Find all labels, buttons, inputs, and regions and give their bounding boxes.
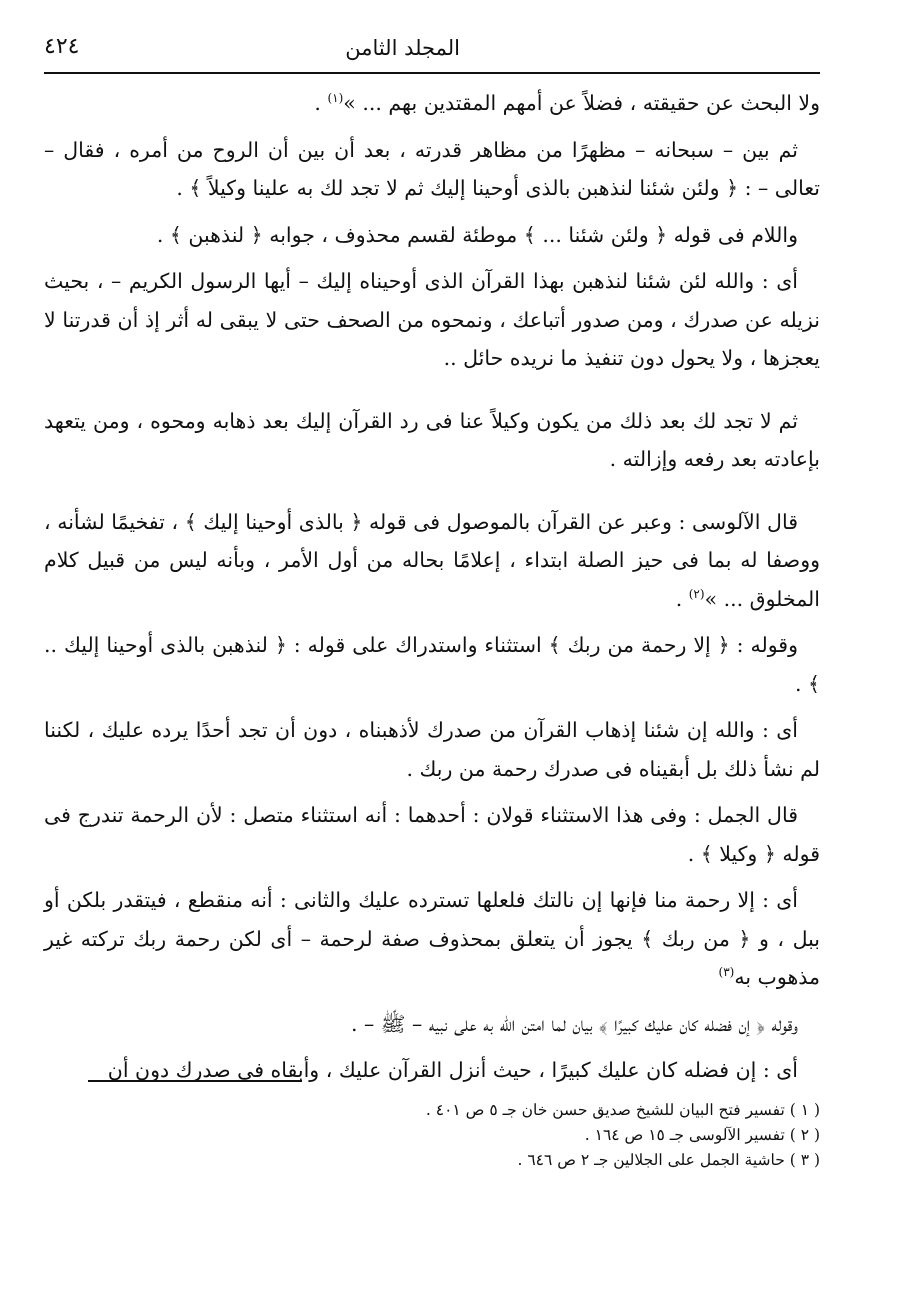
footnote-2: ( ٢ ) تفسير الآلوسى جـ ١٥ ص ١٦٤ . bbox=[584, 1126, 820, 1144]
footnote-divider bbox=[88, 1080, 302, 1082]
paragraph-8: أى : والله إن شئنا إذهاب القرآن من صدرك لأذهبناه ، دون أن تجد أحدًا يرده عليك ، لكننا لم نشأ ذلك بل أبقيناه فى صدرك رحمة من ربك . bbox=[44, 718, 820, 781]
footnotes bbox=[160, 1098, 820, 1173]
paragraph-2: ثم بين – سبحانه – مظهرًا من مظاهر قدرته ، بعد أن بين أن الروح من أمره ، فقال – تعالى – : ﴿ ولئن شئنا لنذهبن بالذى أوحينا إليك ثم لا تجد لك به علينا وكيلاً ﴾ . bbox=[44, 137, 820, 200]
paragraph-7: وقوله : ﴿ إلا رحمة من ربك ﴾ استثناء واستدراك على قوله : ﴿ لنذهبن بالذى أوحينا إليك .. ﴾ . bbox=[44, 633, 820, 696]
footnote-3: ( ٣ ) حاشية الجمل على الجلالين جـ ٢ ص ٦٤٦ . bbox=[517, 1151, 820, 1169]
paragraph-11: وقوله ﴿ إن فضله كان عليك كبيرًا ﴾ بيان لما امتن الله به على نبيه – ﷺ – . bbox=[350, 1011, 798, 1036]
paragraph-3: واللام فى قوله ﴿ ولئن شئنا ... ﴾ موطئة لقسم محذوف ، جوابه ﴿ لنذهبن ﴾ . bbox=[156, 222, 798, 247]
paragraph-1: ولا البحث عن حقيقته ، فضلاً عن أمهم المقتدين بهم ... »$^{(١)}$ . bbox=[314, 91, 820, 115]
paragraph-6: قال الآلوسى : وعبر عن القرآن بالموصول فى قوله ﴿ بالذى أوحينا إليك ﴾ ، تفخيمًا لشأنه ، ووصفا له بما فى حيز الصلة ابتداء ، إعلامًا بحاله من أول الأمر ، وبأنه ليس من قبيل كلام المخلوق ... »$^{(٢)}$ . bbox=[44, 509, 820, 611]
paragraph-4: أى : والله لئن شئنا لنذهبن بهذا القرآن الذى أوحيناه إليك – أيها الرسول الكريم – ، بحيث نزيله عن صدرك ، ومن صدور أتباعك ، ونمحوه من الصحف حتى لا يبقى له أثر إذ أن قدرتنا لا يعجزها ، ولا يحول دون تنفيذ ما نريده حائل .. bbox=[44, 269, 820, 370]
footnote-ref-2: (٢) bbox=[688, 586, 705, 601]
footnote-ref-1: (١) bbox=[327, 91, 344, 106]
page-number: ٤٢٤ bbox=[44, 34, 80, 59]
paragraph-9: قال الجمل : وفى هذا الاستثناء قولان : أحدهما : أنه استثناء متصل : لأن الرحمة تندرج فى قوله ﴿ وكيلا ﴾ . bbox=[44, 803, 820, 866]
page-header bbox=[44, 28, 820, 74]
volume-title: المجلد الثامن bbox=[345, 36, 460, 60]
paragraph-5: ثم لا تجد لك بعد ذلك من يكون وكيلاً عنا فى رد القرآن إليك بعد ذهابه ومحوه ، ومن يتعهد بإعادته بعد رفعه وإزالته . bbox=[44, 408, 820, 471]
footnote-ref-3: (٣) bbox=[718, 965, 735, 980]
footnote-1: ( ١ ) تفسير فتح البيان للشيخ صديق حسن خان جـ ٥ ص ٤٠١ . bbox=[425, 1101, 820, 1119]
paragraph-12: أى : إن فضله كان عليك كبيرًا ، حيث أنزل القرآن عليك ، وأبقاه فى صدرك دون أن bbox=[107, 1058, 798, 1082]
page-body bbox=[44, 84, 820, 1090]
paragraph-10: أى : إلا رحمة منا فإنها إن نالتك فلعلها تسترده عليك والثانى : أنه منقطع ، فيتقدر بلكن أو ببل ، و ﴿ من ربك ﴾ يجوز أن يتعلق بمحذوف صفة لرحمة – أى لكن رحمة ربك تركته غير مذهوب به$^{(٣)}$ bbox=[44, 888, 820, 989]
book-page bbox=[44, 28, 820, 1098]
